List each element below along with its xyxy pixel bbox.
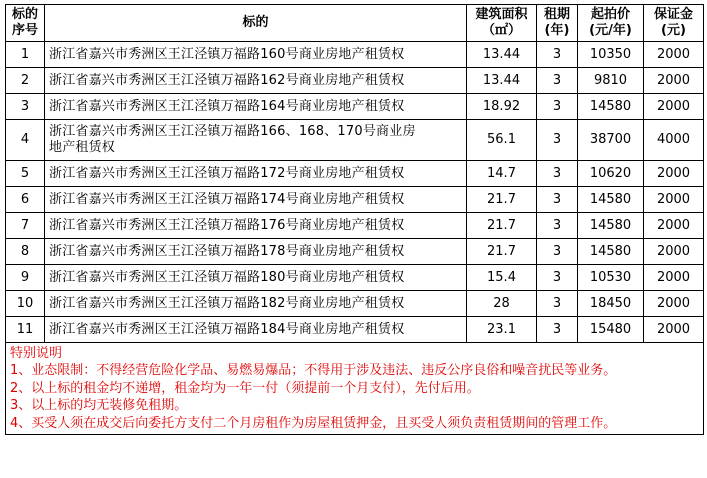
header-seq-line2: 序号 [11, 23, 38, 38]
cell-title [45, 120, 467, 161]
cell-area: 56.1 [467, 120, 537, 161]
cell-price: 18450 [578, 291, 644, 317]
cell-no: 11 [6, 317, 45, 343]
header-area [467, 5, 537, 42]
cell-no: 7 [6, 213, 45, 239]
cell-price: 14580 [578, 239, 644, 265]
cell-term: 3 [537, 68, 578, 94]
cell-area: 18.92 [467, 94, 537, 120]
table-row [6, 94, 704, 120]
note-item-4: 4、买受人须在成交后向委托方支付二个月房租作为房屋租赁押金，且买受人须负责租赁期间的管理工作。 [10, 415, 617, 431]
cell-no: 5 [6, 161, 45, 187]
cell-price: 9810 [578, 68, 644, 94]
notes-row [6, 343, 704, 435]
table-row [6, 42, 704, 68]
table-row [6, 213, 704, 239]
cell-price: 10350 [578, 42, 644, 68]
cell-deposit: 2000 [644, 161, 704, 187]
cell-no: 6 [6, 187, 45, 213]
cell-title-line2: 地产租赁权 [49, 140, 116, 155]
special-notes [6, 343, 704, 435]
header-area-line1: 建筑面积 [475, 7, 528, 22]
table-row [6, 68, 704, 94]
header-deposit-line2: (元) [661, 23, 686, 38]
cell-title: 浙江省嘉兴市秀洲区王江泾镇万福路174号商业房地产租赁权 [45, 187, 467, 213]
cell-deposit: 2000 [644, 213, 704, 239]
cell-area: 21.7 [467, 239, 537, 265]
cell-title: 浙江省嘉兴市秀洲区王江泾镇万福路160号商业房地产租赁权 [45, 42, 467, 68]
cell-area: 23.1 [467, 317, 537, 343]
header-row [6, 5, 704, 42]
cell-price: 15480 [578, 317, 644, 343]
header-title: 标的 [45, 5, 467, 42]
cell-deposit: 4000 [644, 120, 704, 161]
header-price [578, 5, 644, 42]
table-row [6, 187, 704, 213]
cell-deposit: 2000 [644, 291, 704, 317]
auction-listing-sheet [5, 4, 703, 435]
lots-table [5, 4, 704, 435]
cell-no: 9 [6, 265, 45, 291]
cell-deposit: 2000 [644, 42, 704, 68]
cell-no: 2 [6, 68, 45, 94]
cell-area: 14.7 [467, 161, 537, 187]
cell-price: 14580 [578, 94, 644, 120]
cell-price: 14580 [578, 213, 644, 239]
cell-title: 浙江省嘉兴市秀洲区王江泾镇万福路176号商业房地产租赁权 [45, 213, 467, 239]
cell-deposit: 2000 [644, 239, 704, 265]
note-item-3: 3、以上标的均无装修免租期。 [10, 398, 188, 414]
cell-title: 浙江省嘉兴市秀洲区王江泾镇万福路172号商业房地产租赁权 [45, 161, 467, 187]
cell-no: 3 [6, 94, 45, 120]
cell-term: 3 [537, 265, 578, 291]
cell-price: 10530 [578, 265, 644, 291]
table-row [6, 120, 704, 161]
cell-title: 浙江省嘉兴市秀洲区王江泾镇万福路180号商业房地产租赁权 [45, 265, 467, 291]
cell-no: 1 [6, 42, 45, 68]
cell-title-line1: 浙江省嘉兴市秀洲区王江泾镇万福路166、168、170号商业房 [49, 124, 416, 139]
cell-no: 8 [6, 239, 45, 265]
note-item-1: 1、业态限制：不得经营危险化学品、易燃易爆品；不得用于涉及违法、违反公序良俗和噪音扰民等业务。 [10, 363, 617, 379]
table-row [6, 239, 704, 265]
cell-area: 21.7 [467, 213, 537, 239]
header-price-line2: (元/年) [589, 23, 632, 38]
cell-area: 13.44 [467, 68, 537, 94]
cell-area: 13.44 [467, 42, 537, 68]
table-row [6, 317, 704, 343]
cell-deposit: 2000 [644, 94, 704, 120]
cell-deposit: 2000 [644, 68, 704, 94]
header-term [537, 5, 578, 42]
header-seq-line1: 标的 [11, 7, 38, 22]
header-seq [6, 5, 45, 42]
cell-title: 浙江省嘉兴市秀洲区王江泾镇万福路182号商业房地产租赁权 [45, 291, 467, 317]
table-row [6, 291, 704, 317]
header-term-line1: 租期 [543, 7, 570, 22]
header-deposit-line1: 保证金 [653, 7, 693, 22]
cell-term: 3 [537, 187, 578, 213]
cell-no: 4 [6, 120, 45, 161]
cell-title: 浙江省嘉兴市秀洲区王江泾镇万福路164号商业房地产租赁权 [45, 94, 467, 120]
header-deposit [644, 5, 704, 42]
note-item-2: 2、以上标的租金均不递增，租金均为一年一付（须提前一个月支付），先付后用。 [10, 380, 480, 396]
cell-term: 3 [537, 239, 578, 265]
cell-area: 21.7 [467, 187, 537, 213]
cell-title: 浙江省嘉兴市秀洲区王江泾镇万福路162号商业房地产租赁权 [45, 68, 467, 94]
header-term-line2: (年) [544, 23, 570, 38]
cell-area: 15.4 [467, 265, 537, 291]
cell-deposit: 2000 [644, 187, 704, 213]
cell-price: 10620 [578, 161, 644, 187]
cell-deposit: 2000 [644, 265, 704, 291]
table-row [6, 265, 704, 291]
notes-heading: 特别说明 [10, 346, 63, 361]
header-area-line2: （㎡） [481, 23, 521, 38]
cell-price: 14580 [578, 187, 644, 213]
cell-term: 3 [537, 291, 578, 317]
cell-title: 浙江省嘉兴市秀洲区王江泾镇万福路184号商业房地产租赁权 [45, 317, 467, 343]
cell-no: 10 [6, 291, 45, 317]
cell-term: 3 [537, 161, 578, 187]
cell-term: 3 [537, 42, 578, 68]
cell-price: 38700 [578, 120, 644, 161]
cell-term: 3 [537, 213, 578, 239]
table-row [6, 161, 704, 187]
cell-term: 3 [537, 94, 578, 120]
cell-deposit: 2000 [644, 317, 704, 343]
cell-term: 3 [537, 317, 578, 343]
header-price-line1: 起拍价 [590, 7, 630, 22]
cell-term: 3 [537, 120, 578, 161]
cell-title: 浙江省嘉兴市秀洲区王江泾镇万福路178号商业房地产租赁权 [45, 239, 467, 265]
cell-area: 28 [467, 291, 537, 317]
